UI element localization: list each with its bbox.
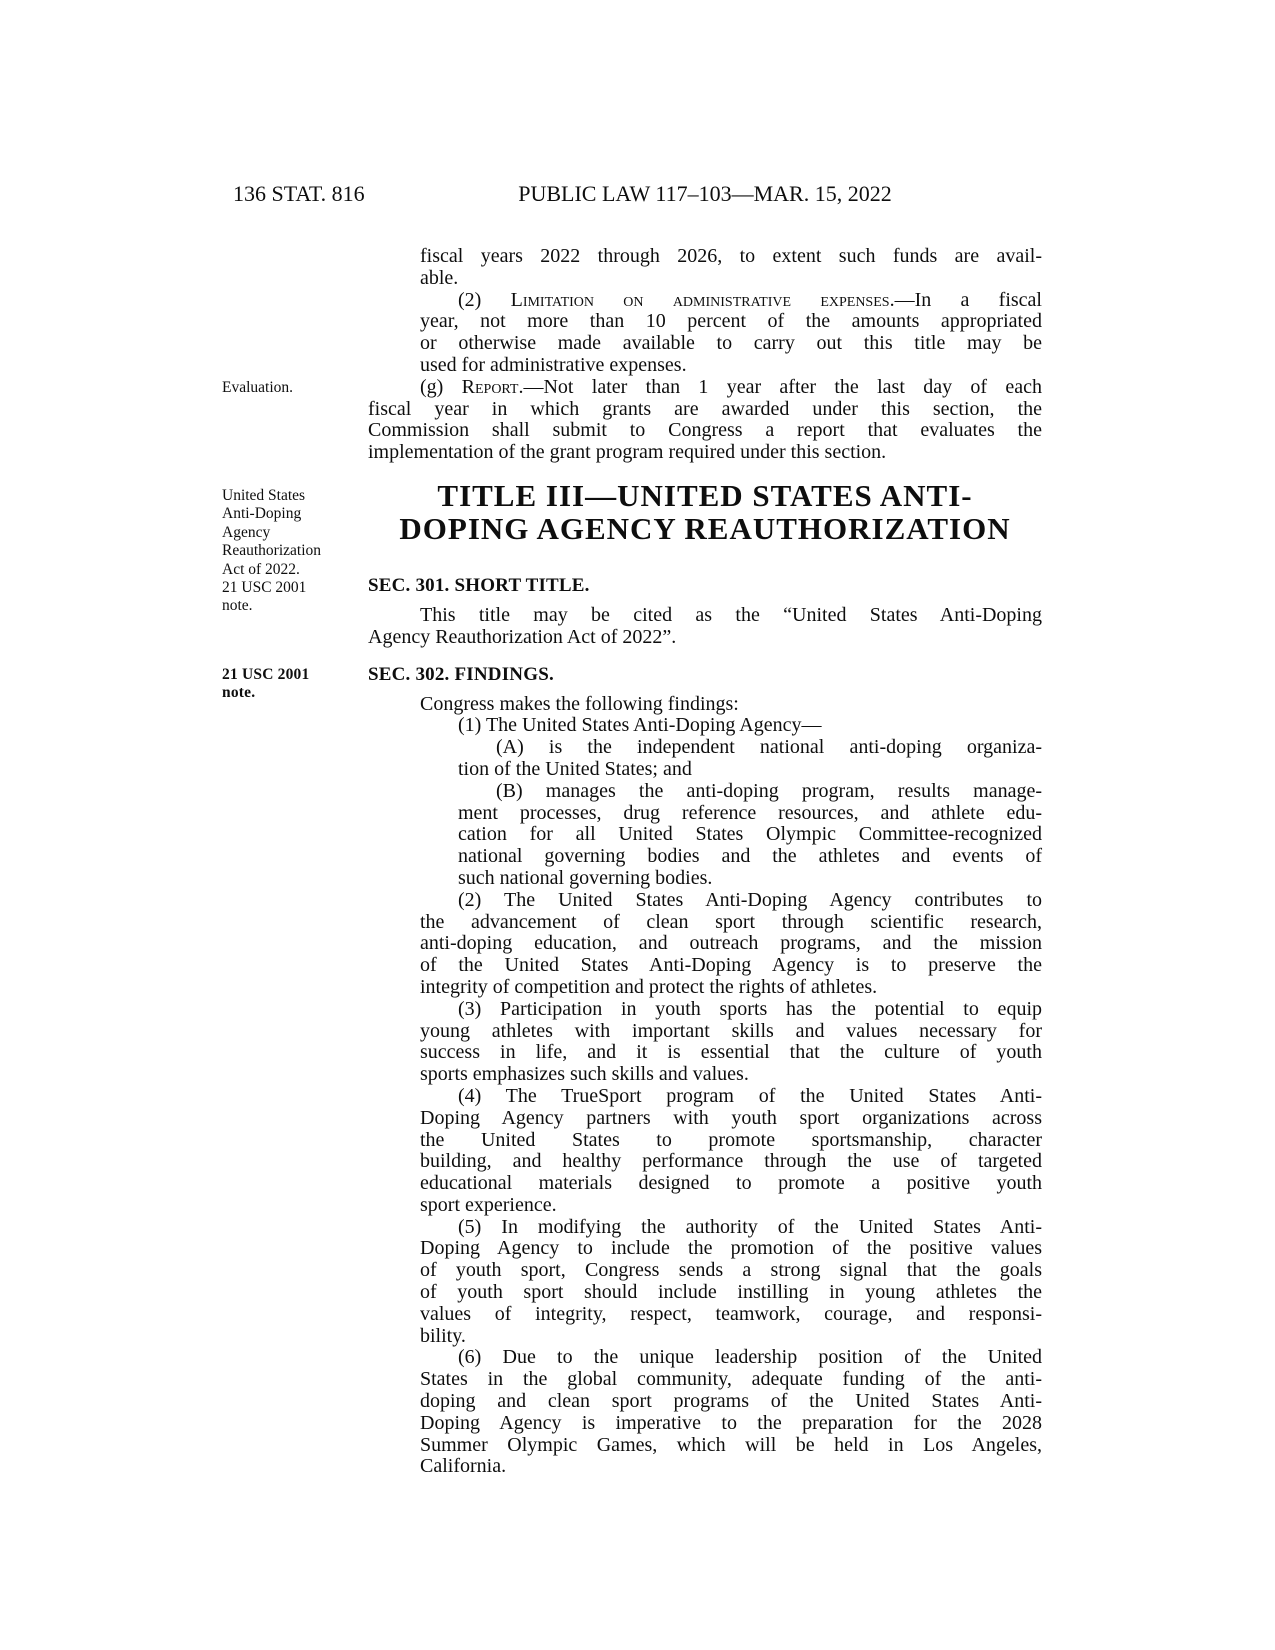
text-line: implementation of the grant program required under this section. bbox=[368, 441, 887, 464]
text-line: anti-doping education, and outreach programs, and the mission bbox=[420, 932, 1042, 955]
text-line: educational materials designed to promote a positive youth bbox=[420, 1172, 1042, 1195]
text-line: or otherwise made available to carry out this title may be bbox=[420, 332, 1042, 355]
margin-note-line: United States bbox=[222, 486, 306, 504]
section-heading bbox=[222, 663, 1042, 701]
text-line: sport experience. bbox=[420, 1193, 557, 1216]
statute-paragraph bbox=[368, 1217, 1042, 1348]
text-line: building, and healthy performance through the use of targeted bbox=[420, 1150, 1042, 1173]
text-line: (4) The TrueSport program of the United States Anti- bbox=[458, 1084, 1042, 1107]
text-line: Commission shall submit to Congress a report that evaluates the bbox=[368, 419, 1042, 442]
small-caps-text: Limitation on administrative expenses bbox=[510, 288, 890, 311]
text-line: national governing bodies and the athletes and events of bbox=[458, 845, 1042, 868]
text-line: Agency Reauthorization Act of 2022”. bbox=[368, 625, 677, 648]
margin-note-line: 21 USC 2001 bbox=[222, 579, 307, 596]
title-line: DOPING AGENCY REAUTHORIZATION bbox=[399, 510, 1011, 546]
margin-note-line: Act of 2022. bbox=[222, 560, 300, 578]
statute-paragraph bbox=[368, 999, 1042, 1086]
text-line: (B) manages the anti-doping program, results manage- bbox=[496, 779, 1042, 802]
text-line: cation for all United States Olympic Committee-recognized bbox=[458, 823, 1042, 846]
margin-note bbox=[222, 666, 356, 703]
text-line: of the United States Anti-Doping Agency is to preserve the bbox=[420, 954, 1042, 977]
text-line: fiscal year in which grants are awarded under this section, the bbox=[368, 397, 1042, 420]
text-line: Summer Olympic Games, which will be held in Los Angeles, bbox=[420, 1433, 1042, 1456]
text-line: the United States to promote sportsmanship, character bbox=[420, 1128, 1042, 1151]
text-line: such national governing bodies. bbox=[458, 866, 713, 889]
statute-paragraph bbox=[368, 694, 1042, 716]
margin-note bbox=[222, 379, 356, 397]
text-line: Doping Agency partners with youth sport organizations across bbox=[420, 1106, 1042, 1129]
text-line: California. bbox=[420, 1455, 507, 1478]
statute-paragraph bbox=[368, 737, 1042, 781]
text-line: year, not more than 10 percent of the amounts appropriated bbox=[420, 310, 1042, 333]
text-line: tion of the United States; and bbox=[458, 757, 692, 780]
text-line: Doping Agency to include the promotion of the positive values bbox=[420, 1237, 1042, 1260]
margin-note bbox=[222, 487, 356, 616]
text-line: States in the global community, adequate funding of the anti- bbox=[420, 1368, 1042, 1391]
section-heading-text: SEC. 302. FINDINGS. bbox=[368, 663, 554, 685]
text-line: of youth sport should include instilling in young athletes the bbox=[420, 1281, 1042, 1304]
text-line: of youth sport, Congress sends a strong signal that the goals bbox=[420, 1259, 1042, 1282]
text-line: values of integrity, respect, teamwork, courage, and responsi- bbox=[420, 1302, 1042, 1325]
stat-page-number: 136 STAT. 816 bbox=[233, 181, 365, 206]
statute-paragraph bbox=[368, 1347, 1042, 1478]
text-line: bility. bbox=[420, 1324, 466, 1347]
text-line: able. bbox=[420, 266, 459, 289]
small-caps-text: Report bbox=[461, 375, 519, 398]
text-line: (A) is the independent national anti-doping organiza- bbox=[496, 736, 1042, 759]
text-line: (5) In modifying the authority of the United States Anti- bbox=[458, 1215, 1042, 1238]
text-line: (2) Limitation on administrative expenses.—In a fiscal bbox=[458, 288, 1042, 311]
title-line: TITLE III—UNITED STATES ANTI- bbox=[437, 477, 973, 513]
statute-paragraph bbox=[222, 375, 1042, 464]
text-line: sports emphasizes such skills and values. bbox=[420, 1063, 749, 1086]
section-heading bbox=[368, 575, 1042, 597]
margin-note-line: 21 USC 2001 bbox=[222, 665, 310, 683]
text-line: fiscal years 2022 through 2026, to extent such funds are avail- bbox=[420, 245, 1042, 267]
statute-paragraph bbox=[368, 890, 1042, 999]
text-line: Doping Agency is imperative to the preparation for the 2028 bbox=[420, 1411, 1042, 1434]
statute-paragraph bbox=[368, 1086, 1042, 1217]
text-line: used for administrative expenses. bbox=[420, 353, 687, 376]
statute-paragraph bbox=[368, 781, 1042, 890]
margin-note-line: Evaluation. bbox=[222, 378, 294, 396]
statute-paragraph bbox=[368, 715, 1042, 737]
statute-paragraph bbox=[368, 605, 1042, 649]
body-column bbox=[222, 245, 1042, 1478]
statute-paragraph bbox=[368, 246, 1042, 290]
text-line: integrity of competition and protect the rights of athletes. bbox=[420, 975, 878, 998]
text-line: the advancement of clean sport through scientific research, bbox=[420, 910, 1042, 933]
text-line: doping and clean sport programs of the United States Anti- bbox=[420, 1390, 1042, 1413]
margin-note-line: Reauthorization bbox=[222, 542, 321, 560]
text-line: (6) Due to the unique leadership position of the United bbox=[458, 1346, 1042, 1369]
margin-note-line: Agency bbox=[222, 523, 271, 541]
text-line: ment processes, drug reference resources, and athlete edu- bbox=[458, 801, 1042, 824]
text-line: (1) The United States Anti-Doping Agency— bbox=[458, 714, 822, 737]
statute-paragraph bbox=[368, 290, 1042, 377]
margin-note-line: note. bbox=[222, 683, 256, 701]
text-line: (2) The United States Anti-Doping Agency contributes to bbox=[458, 888, 1042, 911]
margin-note-line: note. bbox=[222, 597, 253, 615]
text-line: (g) Report.—Not later than 1 year after the last day of each bbox=[420, 375, 1042, 398]
public-law-header: PUBLIC LAW 117–103—MAR. 15, 2022 bbox=[518, 181, 892, 206]
margin-note-line: Anti-Doping bbox=[222, 505, 302, 523]
text-line: This title may be cited as the “United States Anti-Doping bbox=[420, 603, 1042, 626]
text-line: success in life, and it is essential that the culture of youth bbox=[420, 1041, 1042, 1064]
text-line: young athletes with important skills and values necessary for bbox=[420, 1019, 1042, 1042]
text-line: (3) Participation in youth sports has the potential to equip bbox=[458, 997, 1042, 1020]
text-line: Congress makes the following findings: bbox=[420, 692, 739, 715]
section-heading-text: SEC. 301. SHORT TITLE. bbox=[368, 574, 590, 596]
